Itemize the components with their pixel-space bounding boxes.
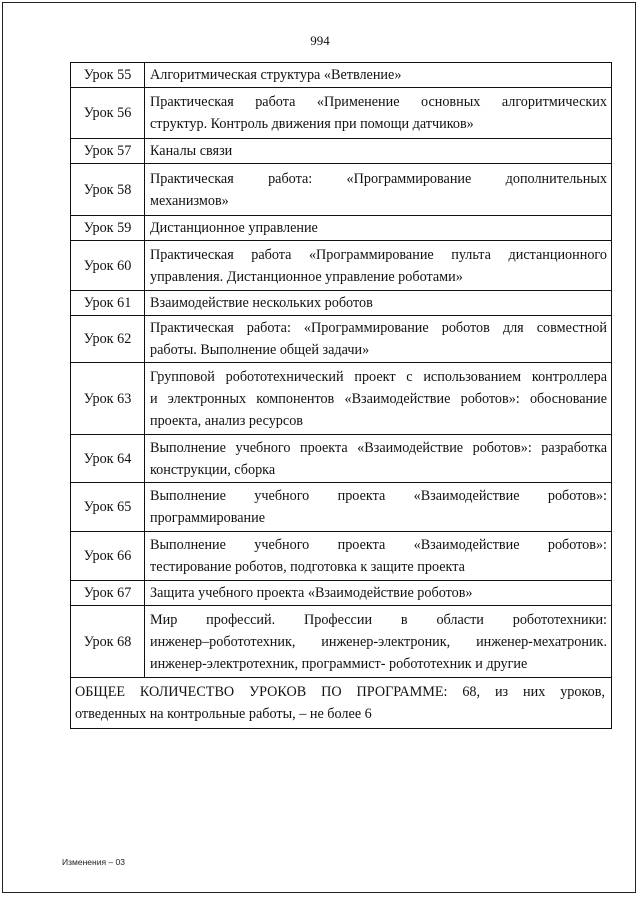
lesson-number: Урок 61 [71,291,145,316]
total-line: ОБЩЕЕ КОЛИЧЕСТВО УРОКОВ ПО ПРОГРАММЕ: 68, из них уроков, [75,684,605,700]
lesson-topic [145,435,612,483]
lesson-number: Урок 59 [71,216,145,241]
lesson-topic-line: Алгоритмическая структура «Ветвление» [150,67,402,83]
lesson-topic [145,606,612,678]
lesson-number: Урок 64 [71,435,145,483]
lesson-topic-line: проекта, анализ ресурсов [150,412,303,429]
lesson-topic-line: Взаимодействие нескольких роботов [150,295,373,311]
lesson-topic-line: Защита учебного проекта «Взаимодействие роботов» [150,585,473,601]
lesson-number: Урок 55 [71,63,145,88]
lesson-topic [145,483,612,532]
lesson-topic [145,139,612,164]
lesson-topic-line: и электронных компонентов «Взаимодействие роботов»: обоснование [150,390,607,407]
total-row [71,678,612,729]
lesson-row [71,435,612,483]
lesson-topic-line: Практическая работа «Программирование пульта дистанционного [150,246,607,263]
page-number: 994 [310,33,330,48]
lesson-topic-line: программирование [150,510,266,526]
lesson-row [71,606,612,678]
lesson-topic-line: Выполнение учебного проекта «Взаимодействие роботов»: разработка [150,439,607,456]
lesson-topic-line: инженер-электротехник, программист- робототехник и другие [150,655,528,672]
lesson-row [71,363,612,435]
lesson-topic [145,291,612,316]
total-cell [71,678,612,729]
lesson-number: Урок 58 [71,164,145,216]
lesson-number: Урок 62 [71,316,145,363]
lesson-row [71,581,612,606]
lesson-topic-line: Практическая работа: «Программирование роботов для совместной [150,320,607,336]
lesson-row [71,241,612,291]
lesson-topic-line: инженер–робототехник, инженер-электроник, инженер-мехатроник. [150,633,607,650]
lesson-row [71,316,612,363]
footer-note: Изменения – 03 [62,857,125,867]
lesson-number: Урок 66 [71,532,145,581]
lesson-topic-line: структур. Контроль движения при помощи датчиков» [150,116,474,132]
lesson-topic [145,88,612,139]
lesson-topic-line: Практическая работа «Применение основных алгоритмических [150,94,607,110]
lesson-topic-line: Выполнение учебного проекта «Взаимодействие роботов»: [150,537,607,553]
lesson-topic [145,164,612,216]
lesson-number: Урок 68 [71,606,145,678]
lesson-topic [145,63,612,88]
lesson-topic-line: Мир профессий. Профессии в области робототехники: [150,611,607,628]
lesson-row [71,216,612,241]
lesson-number: Урок 65 [71,483,145,532]
lesson-topic-line: Практическая работа: «Программирование дополнительных [150,170,607,187]
lesson-row [71,532,612,581]
lesson-number: Урок 60 [71,241,145,291]
lesson-row [71,63,612,88]
lesson-topic-line: Выполнение учебного проекта «Взаимодействие роботов»: [150,488,607,504]
lesson-topic-line: Групповой робототехнический проект с использованием контроллера [150,368,607,385]
lesson-topic-line: управления. Дистанционное управление роботами» [150,268,463,285]
lesson-topic [145,241,612,291]
lesson-row [71,139,612,164]
lesson-topic [145,363,612,435]
total-line: отведенных на контрольные работы, – не более 6 [75,706,372,722]
lessons-table-body [71,63,612,729]
lessons-table [70,62,612,729]
lesson-topic [145,581,612,606]
lesson-topic-line: работы. Выполнение общей задачи» [150,342,370,358]
lesson-number: Урок 57 [71,139,145,164]
lesson-row [71,88,612,139]
lesson-topic [145,216,612,241]
lesson-number: Урок 67 [71,581,145,606]
lesson-topic-line: механизмов» [150,192,229,209]
lesson-row [71,164,612,216]
lesson-topic [145,532,612,581]
lesson-number: Урок 63 [71,363,145,435]
lesson-topic-line: конструкции, сборка [150,461,276,478]
lesson-topic-line: тестирование роботов, подготовка к защите проекта [150,559,465,575]
lesson-row [71,291,612,316]
lesson-topic-line: Каналы связи [150,143,233,159]
lesson-row [71,483,612,532]
lesson-topic [145,316,612,363]
lesson-number: Урок 56 [71,88,145,139]
lesson-topic-line: Дистанционное управление [150,220,318,236]
